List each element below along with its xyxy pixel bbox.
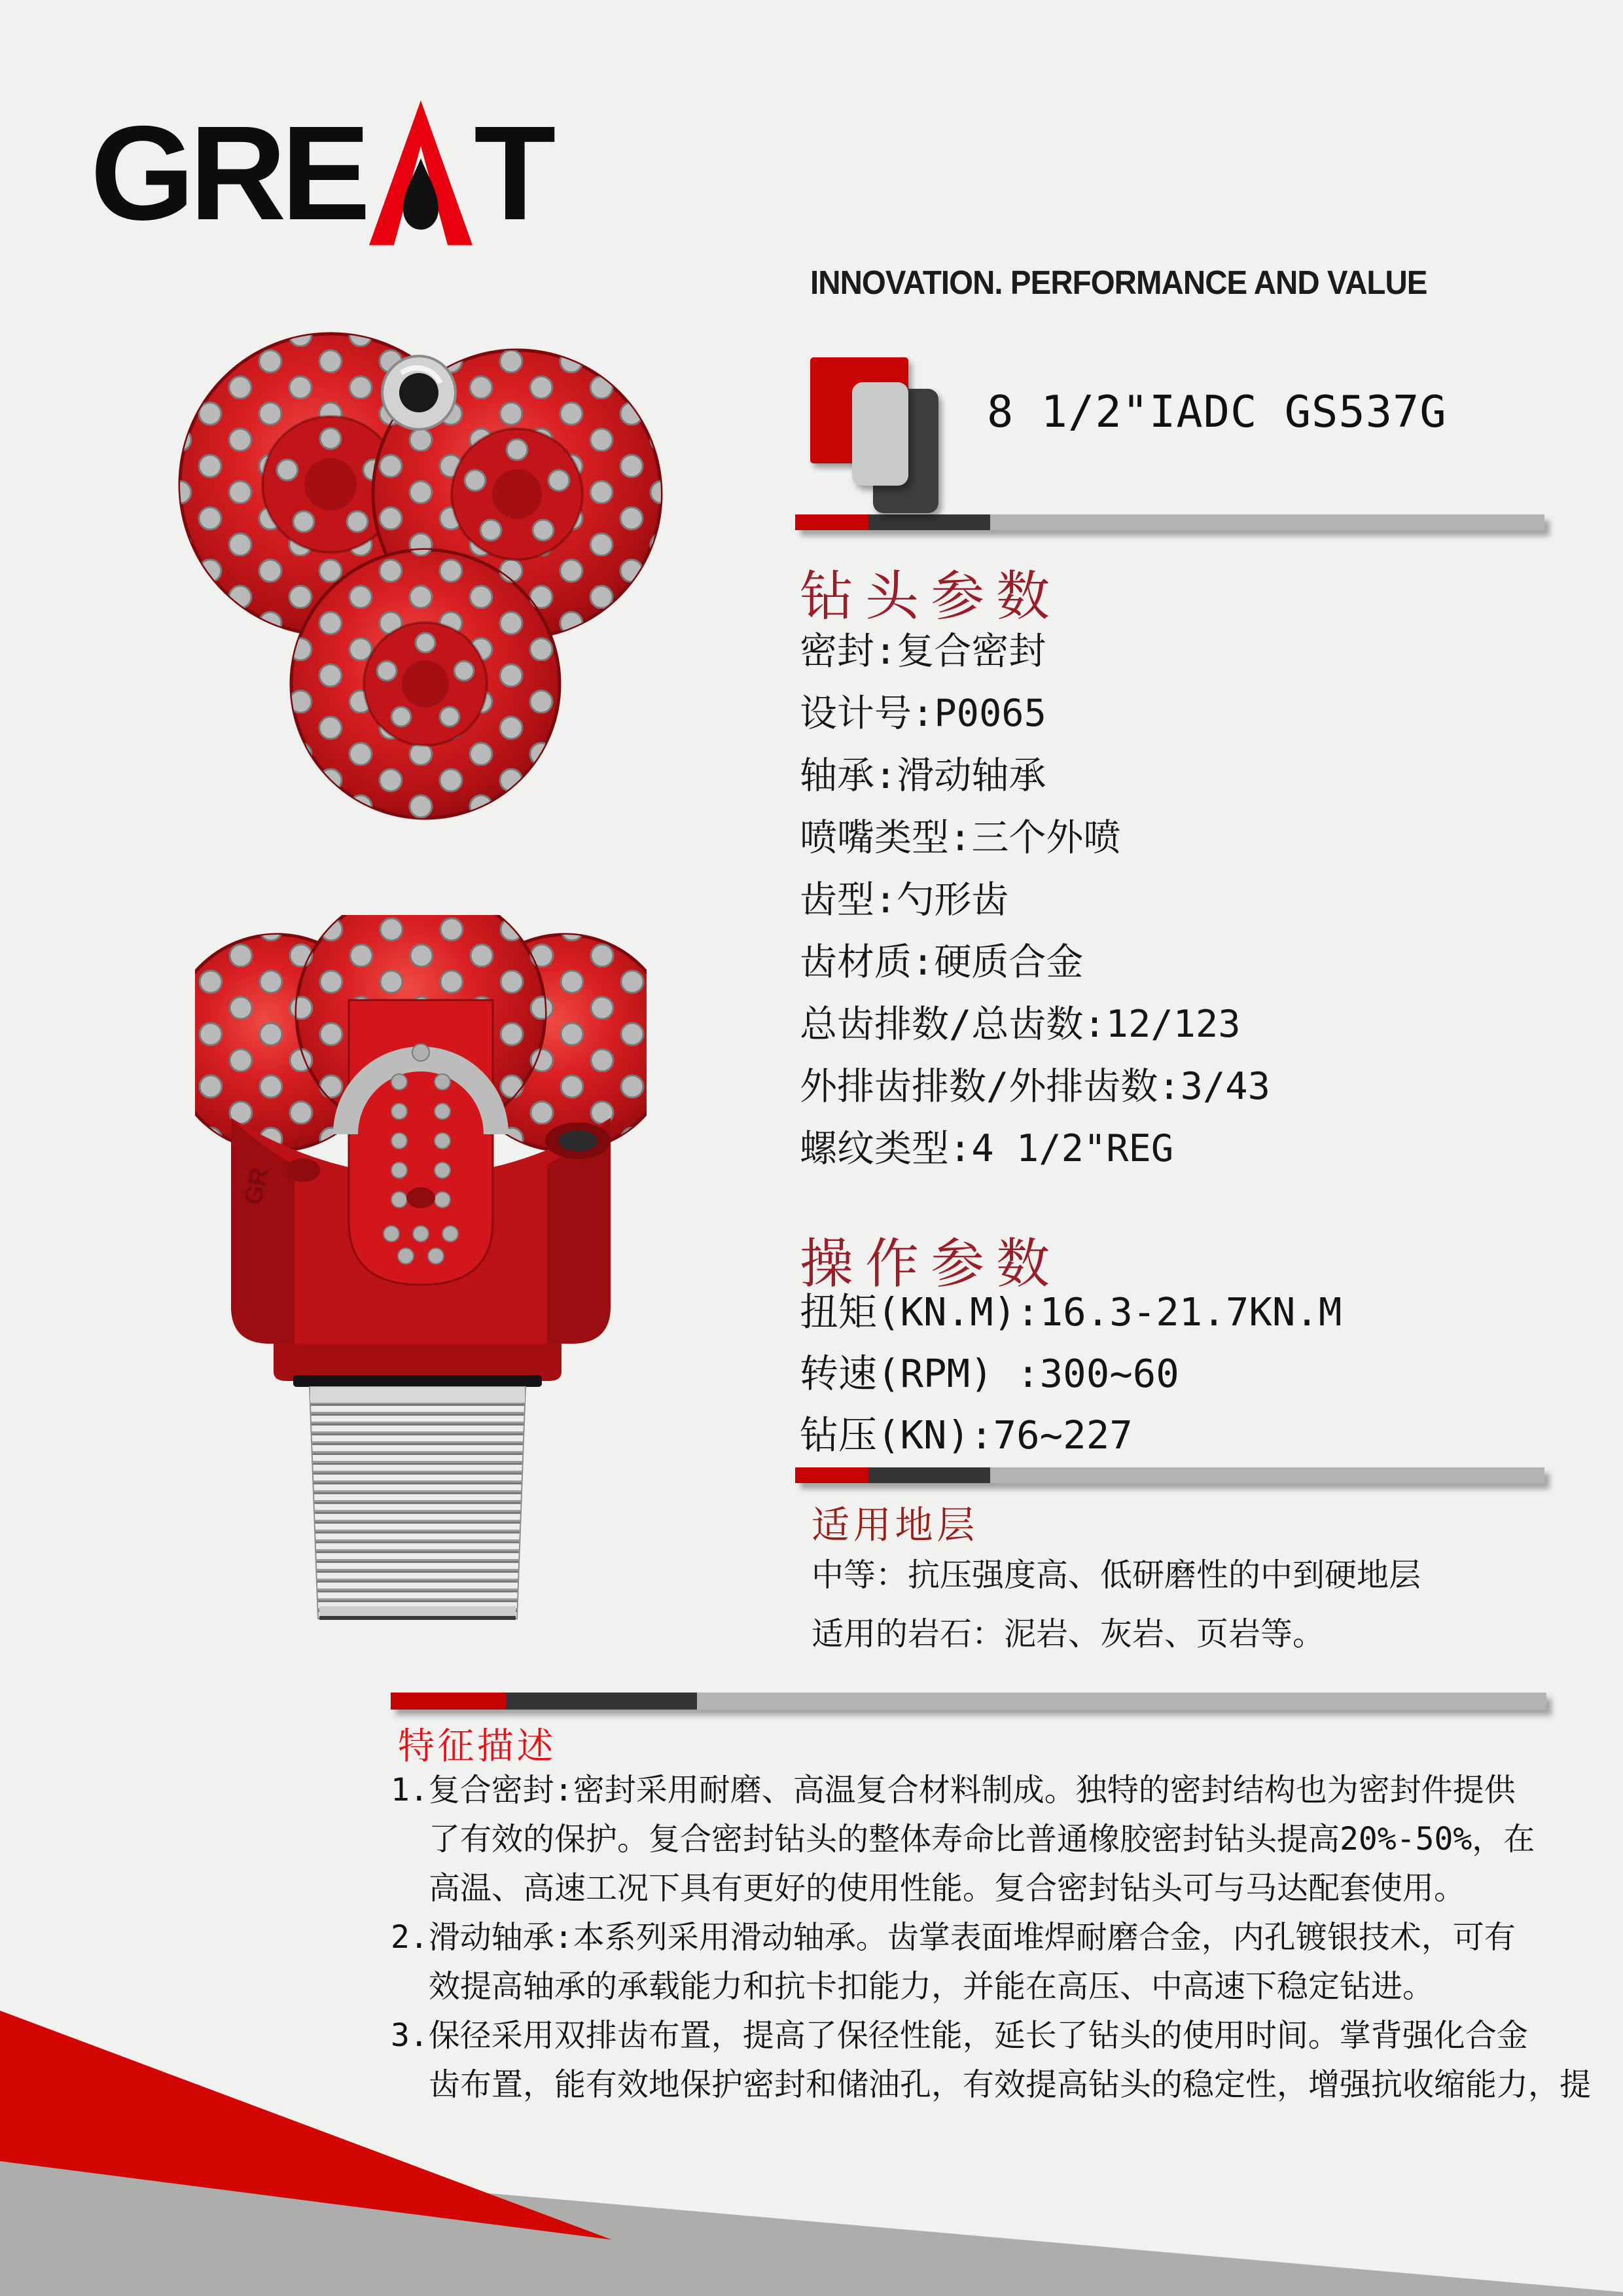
feature-line: 了有效的保护。复合密封钻头的整体寿命比普通橡胶密封钻头提高20%-50%，在 [429, 1821, 1535, 1857]
bar-gray-segment [990, 1467, 1544, 1483]
bit-params-list [800, 620, 1270, 1180]
features-title: 特征描述 [398, 1725, 556, 1768]
logo-a-droplet-icon [369, 98, 473, 247]
param-line: 扭矩(KN.M):16.3-21.7KN.M [800, 1289, 1342, 1335]
param-line: 钻压(KN):76~227 [800, 1412, 1133, 1458]
formation-title: 适用地层 [812, 1503, 979, 1547]
bar-gray-segment [990, 514, 1544, 530]
bit-params-title: 钻头参数 [800, 565, 1062, 628]
divider-bar-bottom [391, 1693, 1546, 1710]
param-line: 轴承:滑动轴承 [800, 754, 1046, 797]
pin-bearing-ring [382, 356, 455, 429]
feature-line: 高温、高速工况下具有更好的使用性能。复合密封钻头可与马达配套使用。 [429, 1870, 1466, 1907]
leg-engraving-label: GR [239, 1165, 274, 1208]
divider-bar-top [795, 514, 1544, 530]
bar-red-segment [795, 514, 868, 530]
param-line: 转速(RPM) :300~60 [800, 1351, 1179, 1396]
brand-logo [90, 98, 551, 248]
param-line: 设计号:P0065 [800, 692, 1046, 735]
op-params-list [800, 1282, 1342, 1466]
param-line: 齿型:勺形齿 [800, 878, 1009, 922]
bar-dark-segment [868, 514, 990, 530]
formation-lines [812, 1546, 1421, 1664]
formation-line: 适用的岩石：泥岩、灰岩、页岩等。 [812, 1615, 1325, 1653]
cone-bottom [291, 550, 560, 818]
feature-line: 2.滑动轴承:本系列采用滑动轴承。齿掌表面堆焊耐磨合金，内孔镀银技术，可有 [391, 1919, 1516, 1956]
bar-red-segment [391, 1693, 506, 1710]
param-line: 齿材质:硬质合金 [800, 941, 1084, 984]
feature-line: 3.保径采用双排齿布置，提高了保径性能，延长了钻头的使用时间。掌背强化合金 [391, 2017, 1528, 2054]
logo-text-t: T [474, 98, 551, 248]
side-port [286, 1158, 320, 1182]
param-line: 总齿排数/总齿数:12/123 [800, 1003, 1241, 1046]
bar-dark-segment [868, 1467, 990, 1483]
param-line: 密封:复合密封 [800, 630, 1046, 673]
center-leg [346, 1000, 496, 1285]
tagline: INNOVATION. PERFORMANCE AND VALUE [810, 264, 1427, 301]
gasket-ring [293, 1375, 542, 1387]
param-line: 喷嘴类型:三个外喷 [800, 816, 1121, 859]
tricone-bit-face-view-photo [134, 295, 677, 825]
param-line: 外排齿排数/外排齿数:3/43 [800, 1065, 1270, 1108]
feature-line: 1.复合密封:密封采用耐磨、高温复合材料制成。独特的密封结构也为密封件提供 [391, 1772, 1516, 1808]
feature-line: 齿布置，能有效地保护密封和储油孔，有效提高钻头的稳定性，增强抗收缩能力，提 [429, 2066, 1592, 2103]
bar-gray-segment [697, 1693, 1546, 1710]
op-params-title: 操作参数 [800, 1233, 1062, 1295]
light-square-icon [852, 382, 908, 486]
product-title: 8 1/2"IADC GS537G [987, 386, 1447, 437]
squares-logo-icon [810, 357, 954, 521]
divider-bar-middle [795, 1467, 1544, 1483]
logo-text-gre: GRE [90, 98, 366, 248]
bar-dark-segment [506, 1693, 697, 1710]
bar-red-segment [795, 1467, 868, 1483]
feature-line: 效提高轴承的承载能力和抗卡扣能力，并能在高压、中高速下稳定钻进。 [429, 1968, 1435, 2005]
param-line: 螺纹类型:4 1/2"REG [800, 1127, 1174, 1170]
formation-line: 中等：抗压强度高、低研磨性的中到硬地层 [812, 1556, 1421, 1594]
features-text [391, 1766, 1623, 2109]
nozzle-hole [558, 1130, 597, 1151]
threaded-pin [310, 1387, 526, 1620]
tricone-bit-side-view-photo [195, 915, 647, 1640]
oil-port [406, 1187, 435, 1208]
